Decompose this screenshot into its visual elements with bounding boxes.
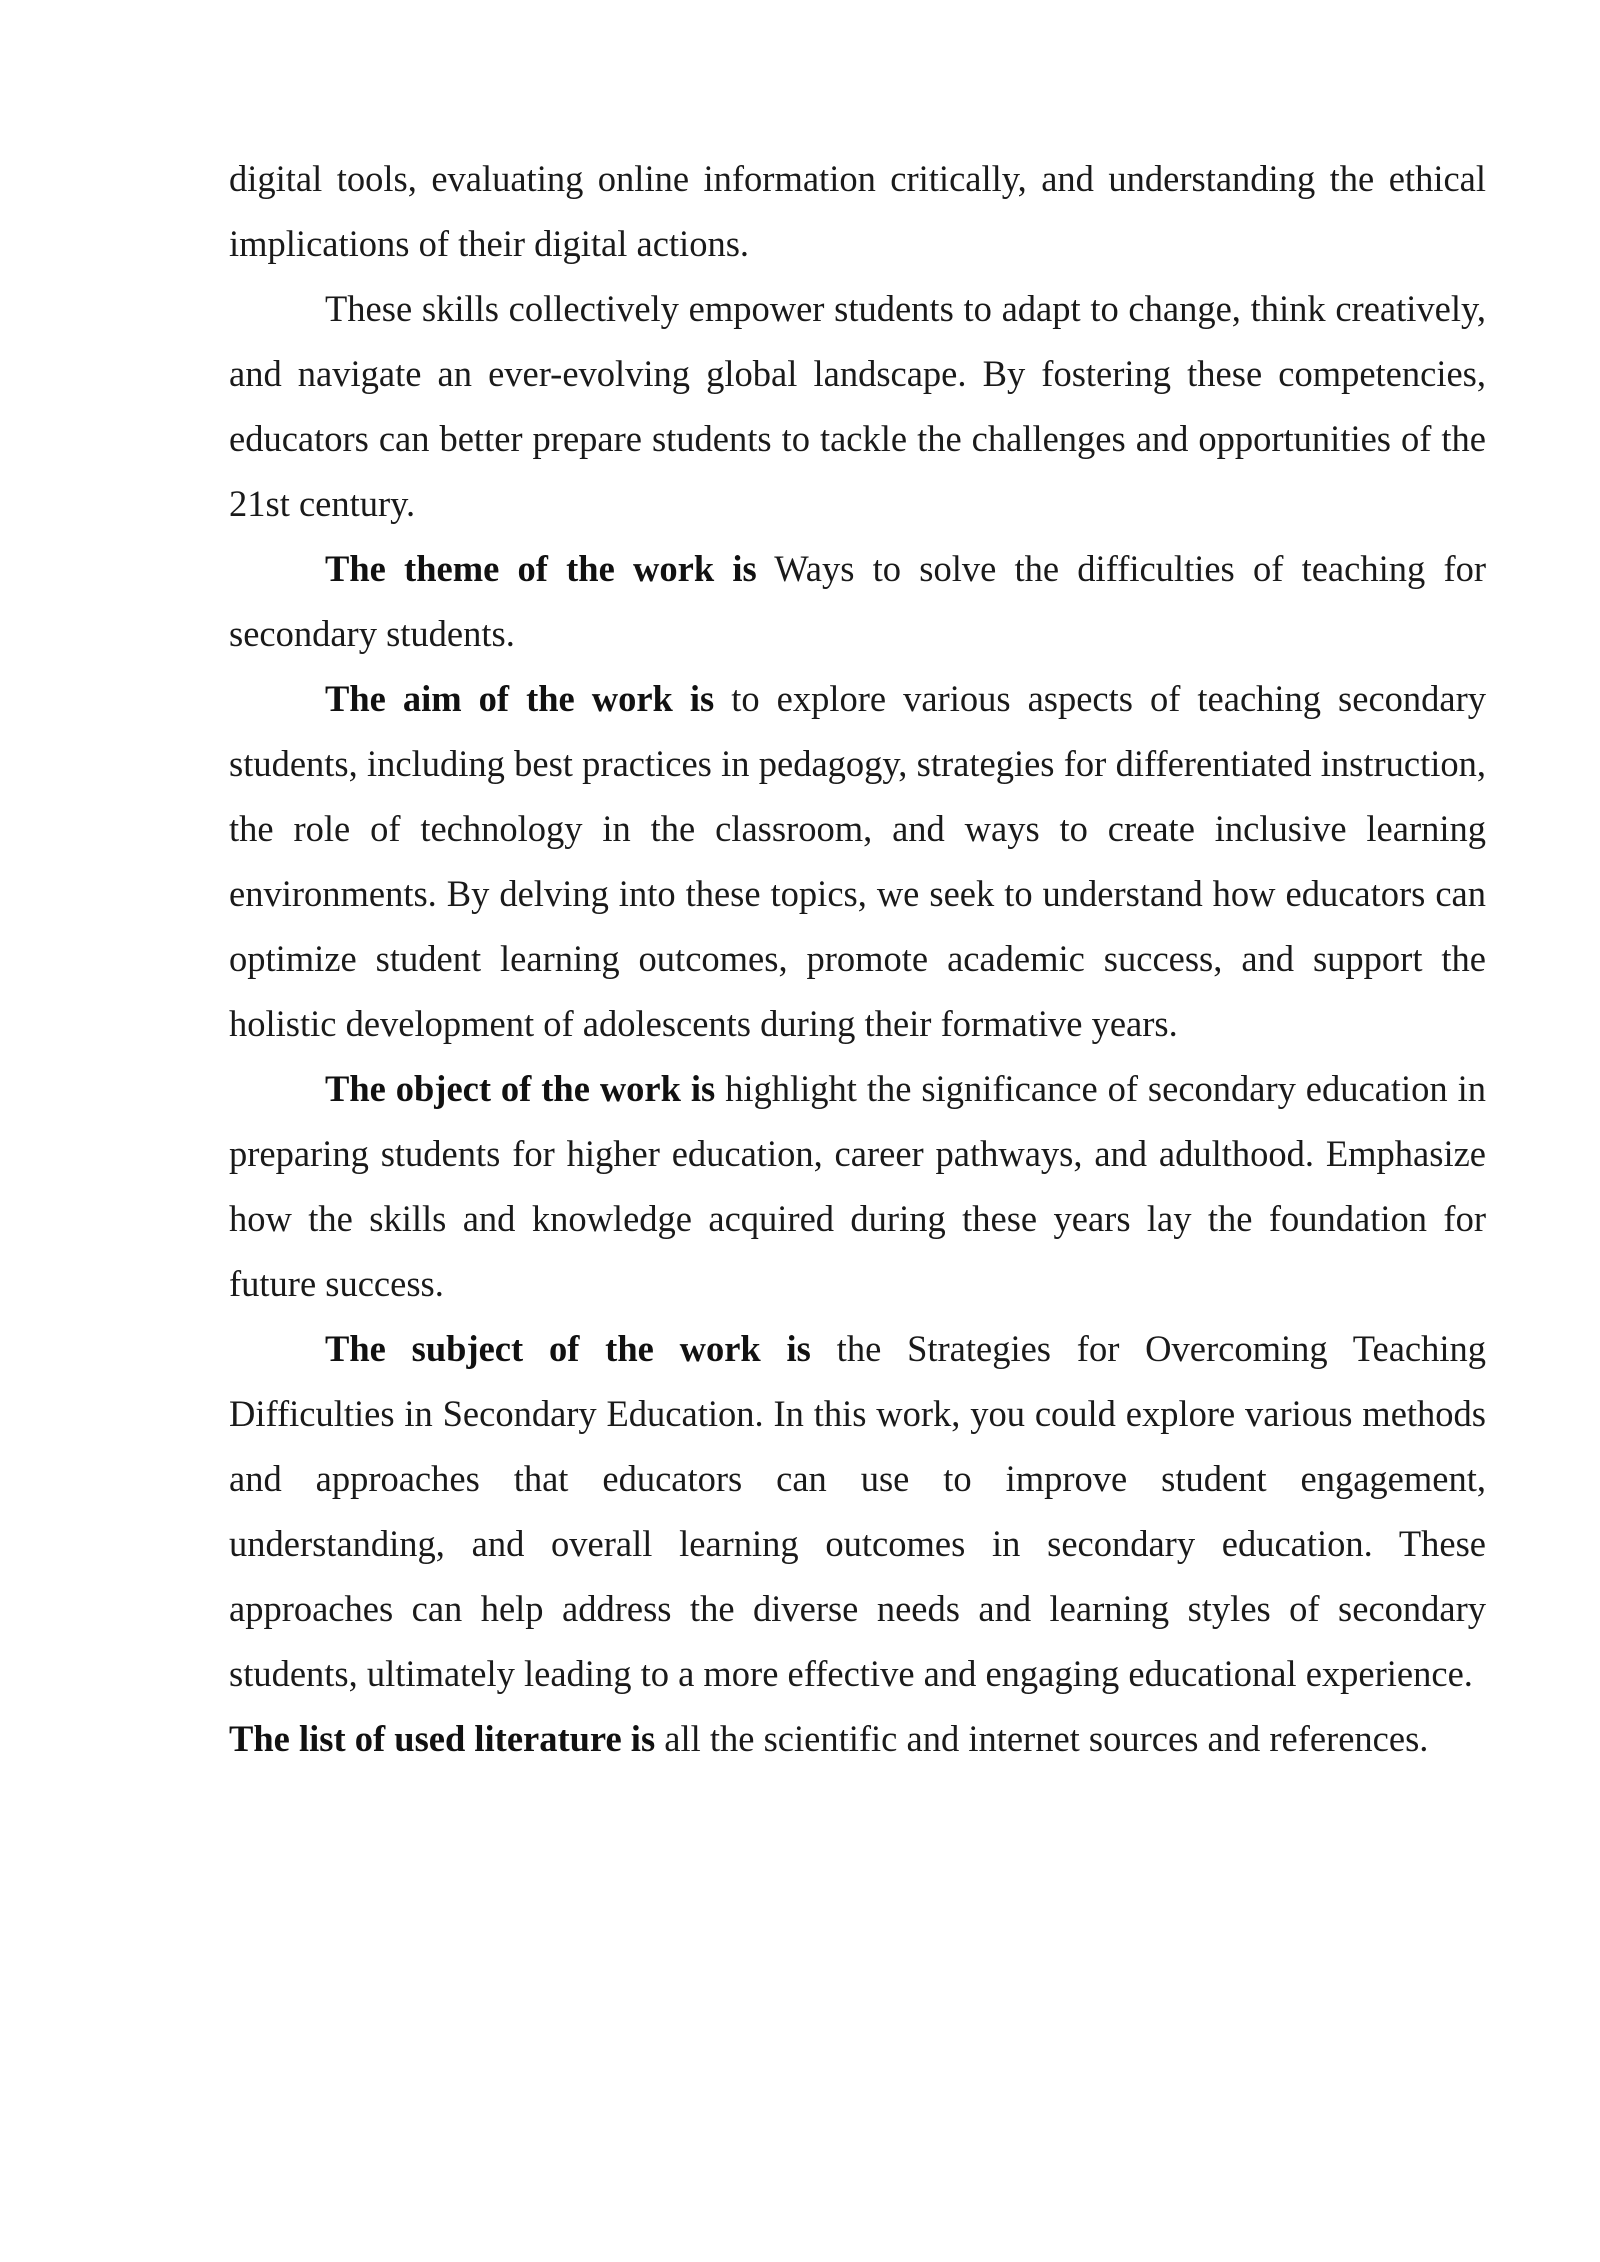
subject-text: the Strategies for Overcoming Teaching Difficulties in Secondary Education. In this work, you could explore various methods and approaches that educators can use to improve student engagement, understanding, and overall learning outcomes in secondary education. These approaches can help address the diverse needs and learning styles of secondary students, ultimately leading to a more effective and engaging educational experience. [229, 1328, 1486, 1694]
object-text: highlight the significance of secondary education in preparing students for higher education, career pathways, and adulthood. Emphasize how the skills and knowledge acquired during these years lay the foundation for future success. [229, 1068, 1486, 1304]
aim-heading: The aim of the work is [325, 678, 715, 719]
document-body [229, 146, 1486, 1771]
paragraph-object [229, 1056, 1486, 1316]
paragraph-skills [229, 276, 1486, 536]
paragraph-aim [229, 666, 1486, 1056]
subject-heading: The subject of the work is [325, 1328, 811, 1369]
paragraph-literature [229, 1706, 1486, 1771]
aim-text: to explore various aspects of teaching secondary students, including best practices in pedagogy, strategies for differentiated instruction, the role of technology in the classroom, and ways to create inclusive learning environments. By delving into these topics, we seek to understand how educators can optimize student learning outcomes, promote academic success, and support the holistic development of adolescents during their formative years. [229, 678, 1487, 1044]
paragraph-text: digital tools, evaluating online information critically, and understanding the ethical implications of their digital actions. [229, 158, 1486, 264]
literature-heading: The list of used literature is [229, 1718, 656, 1759]
theme-heading: The theme of the work is [325, 548, 757, 589]
paragraph-subject [229, 1316, 1486, 1706]
paragraph-theme [229, 536, 1486, 666]
paragraph-digital-tools [229, 146, 1486, 276]
paragraph-text: These skills collectively empower students to adapt to change, think creatively, and navigate an ever-evolving global landscape. By fostering these competencies, educators can better prepare students to tackle the challenges and opportunities of the 21st century. [229, 288, 1486, 524]
object-heading: The object of the work is [325, 1068, 716, 1109]
theme-text: Ways to solve the difficulties of teaching for secondary students. [229, 548, 1486, 654]
literature-text: all the scientific and internet sources and references. [655, 1718, 1429, 1759]
